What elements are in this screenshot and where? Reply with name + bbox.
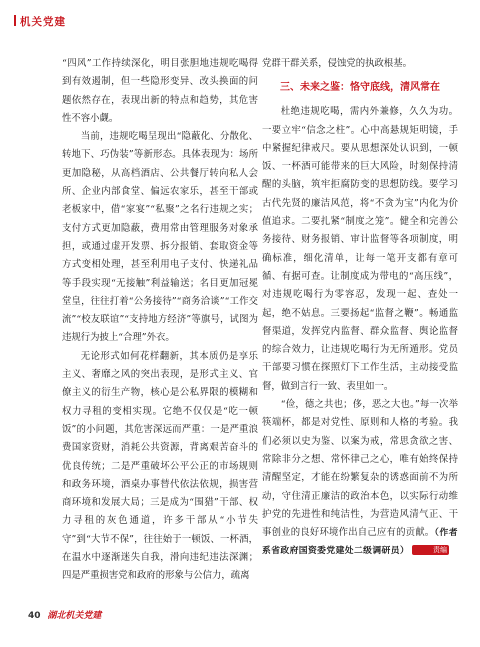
paragraph: “四风”工作持续深化，明目张胆地违规吃喝得到有效遏制，但一些隐形变异、改头换面的问题依然存在，表现出新的特点和趋势，其危害性不容小觑。 xyxy=(62,58,258,124)
section-tag xyxy=(14,14,66,30)
magazine-name: 湖北机关党建 xyxy=(47,611,102,621)
page-footer xyxy=(28,609,101,623)
paragraph: 当前，违规吃喝呈现出“隐蔽化、分散化、转地下、巧伪装”等新形态。具体表现为：场所更加隐秘，从高档酒店、公共餐厅转向私人会所、企业内部食堂、偏远农家乐，甚至干部或老板家中，借“家宴”“私聚”之名行违规之实；支付方式更加隐蔽，费用常由管理服务对象承担，或通过虚开发票、拆分报销、套取资金等方式变相处理，甚至利用电子支付、快递礼品等手段实现“无接触”利益输送；名目更加冠冕堂皇，往往打着“公务接待”“商务洽谈”“工作交流”“校友联谊”“支持地方经济”等旗号，试图为违规行为披上“合理”外衣。 xyxy=(62,131,258,344)
paragraph-text: “俭，德之共也；侈，恶之大也。”每一次举筷端杯，都是对党性、原则和人格的考验。我们必须以史为鉴、以案为戒，常思贪欲之害、常除非分之想、常怀律己之心，唯有始终保持清醒坚定，才能在纷繁复杂的诱惑面前不为所动，守住清正廉洁的政治本色，以实际行动维护党的先进性和纯洁性，为营造风清气正、干事创业的良好环境作出自己应有的贡献。 xyxy=(262,399,458,539)
section-heading: 三、未来之鉴：恪守底线，清风常在 xyxy=(280,82,440,94)
paragraph: 党群干群关系，侵蚀党的执政根基。 xyxy=(262,58,413,69)
header-bar xyxy=(0,0,480,40)
editor-mark: 责编 xyxy=(412,545,449,555)
right-column xyxy=(262,55,458,561)
page-number: 40 xyxy=(28,611,41,621)
section-tag-bar xyxy=(14,15,16,26)
paragraph: 无论形式如何花样翻新，其本质仍是享乐主义、奢靡之风的突出表现，是形式主义、官僚主义的衍生产物，核心是公私界限的模糊和权力寻租的变相实现。它绝不仅仅是“吃一顿饭”的小问题，其危害深远而严重：一是严重浪费国家资财，消耗公共资源，背离艰苦奋斗的优良传统；二是严重破坏公平公正的市场规则和政务环境，酒桌办事替代依法依规，损害营商环境和发展大局；三是成为“围猎”干部、权力寻租的灰色通道，许多干部从“小节失守”到“大节不保”，往往始于一顿饭、一杯酒，在温水中逐渐迷失自我，滑向违纪违法深渊；四是严重损害党和政府的形象与公信力，疏离 xyxy=(62,350,258,582)
left-column xyxy=(62,55,258,586)
section-tag-label: 机关党建 xyxy=(20,16,66,28)
paragraph xyxy=(262,396,458,561)
author-signature: （作者系省政府国资委党建处二级调研员） xyxy=(262,528,458,557)
paragraph: 杜绝违规吃喝，需内外兼修，久久为功。一要立牢“信念之柱”。心中高悬规矩明镜，手中紧握纪律戒尺。要从思想深处认识到，一顿饭、一杯酒可能带来的巨大风险，时刻保持清醒的头脑，筑牢拒腐防变的思想防线。要学习古代先贤的廉洁风范，将“不贪为宝”内化为价值追求。二要扎紧“制度之笼”。健全和完善公务接待、财务报销、审计监督等各项制度，明确标准，细化清单，让每一笔开支都有章可循、有据可查。让制度成为带电的“高压线”，对违规吃喝行为零容忍，发现一起、查处一起，绝不姑息。三要扬起“监督之鞭”。畅通监督渠道，发挥党内监督、群众监督、舆论监督的综合效力，让违规吃喝行为无所遁形。党员干部要习惯在探照灯下工作生活，主动接受监督，做到言行一致、表里如一。 xyxy=(262,106,458,392)
